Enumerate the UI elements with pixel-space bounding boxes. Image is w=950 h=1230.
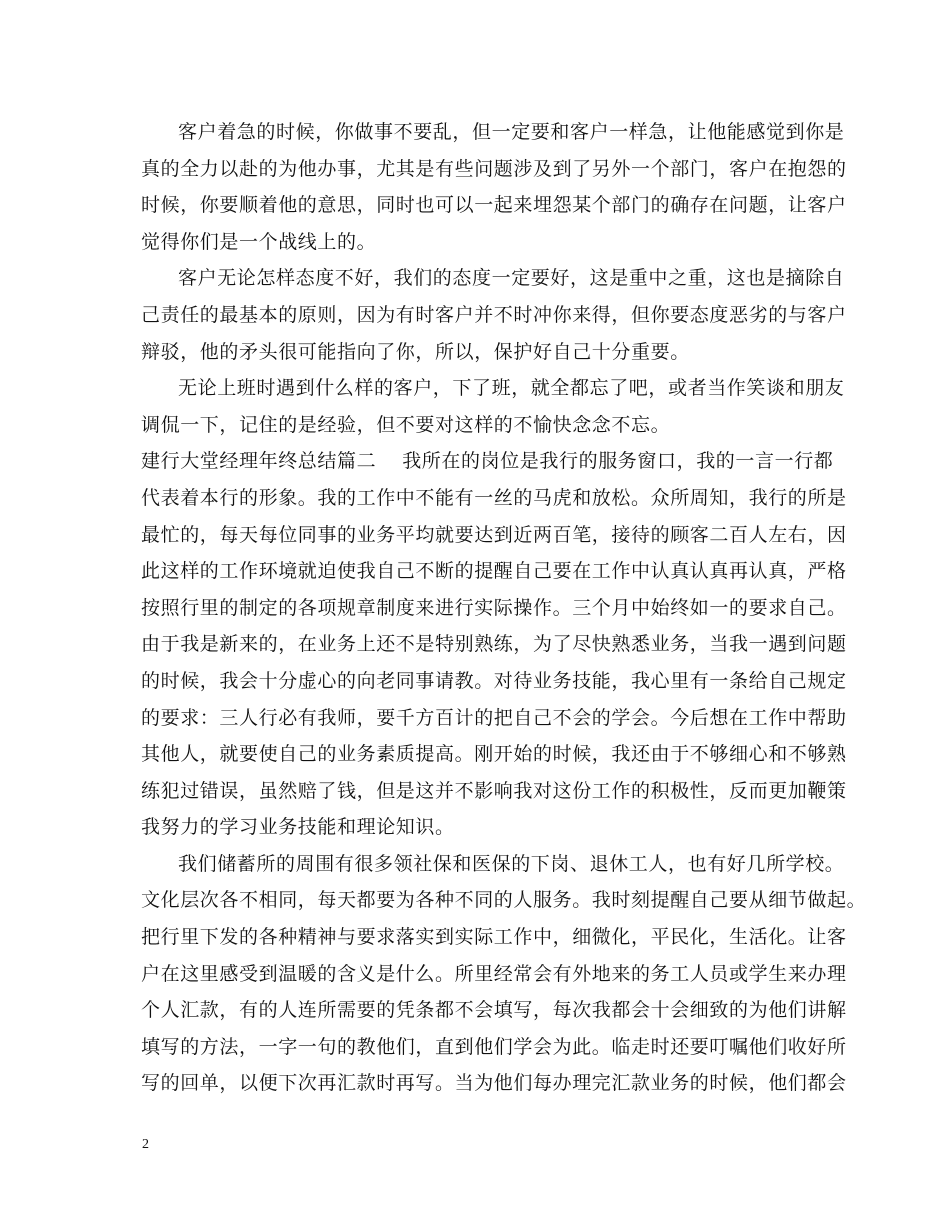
- paragraph-line: 户在这里感受到温暖的含义是什么。所里经常会有外地来的务工人员或学生来办理: [141, 962, 847, 985]
- paragraph-line: 文化层次各不相同，每天都要为各种不同的人服务。我时刻提醒自己要从细节做起。: [141, 889, 867, 912]
- paragraph-line: 的时候，我会十分虚心的向老同事请教。对待业务技能，我心里有一条给自己规定: [141, 669, 847, 692]
- paragraph-line: 把行里下发的各种精神与要求落实到实际工作中，细微化，平民化，生活化。让客: [141, 926, 847, 949]
- paragraph-line: 的要求：三人行必有我师，要千方百计的把自己不会的学会。今后想在工作中帮助: [141, 706, 847, 729]
- paragraph-line: 时候，你要顺着他的意思，同时也可以一起来埋怨某个部门的确存在问题，让客户: [141, 194, 847, 217]
- paragraph-line: 己责任的最基本的原则，因为有时客户并不时冲你来得，但你要态度恶劣的与客户: [141, 303, 847, 326]
- paragraph-line: 客户无论怎样态度不好，我们的态度一定要好，这是重中之重，这也是摘除自: [178, 267, 845, 290]
- paragraph-line: 客户着急的时候，你做事不要乱，但一定要和客户一样急，让他能感觉到你是: [178, 121, 845, 143]
- paragraph-line: 个人汇款，有的人连所需要的凭条都不会填写，每次我都会十会细致的为他们讲解: [141, 999, 847, 1022]
- section-heading: 建行大堂经理年终总结篇二: [141, 450, 377, 473]
- paragraph-line: 此这样的工作环境就迫使我自己不断的提醒自己要在工作中认真认真再认真，严格: [141, 560, 847, 583]
- paragraph-line: 辩驳，他的矛头很可能指向了你，所以，保护好自己十分重要。: [141, 340, 690, 363]
- paragraph-line: 最忙的，每天每位同事的业务平均就要达到近两百笔，接待的顾客二百人左右，因: [141, 523, 847, 546]
- paragraph-text: 我所在的岗位是我行的服务窗口，我的一言一行都: [402, 450, 834, 473]
- document-body: [141, 114, 867, 1102]
- paragraph-line: 无论上班时遇到什么样的客户，下了班，就全都忘了吧，或者当作笑谈和朋友: [178, 377, 845, 400]
- page-number: 2: [142, 1137, 149, 1152]
- paragraph-line: 填写的方法，一字一句的教他们，直到他们学会为此。临走时还要叮嘱他们收好所: [141, 1035, 847, 1058]
- paragraph-line: 由于我是新来的，在业务上还不是特别熟练，为了尽快熟悉业务，当我一遇到问题: [141, 633, 847, 656]
- paragraph-line: 练犯过错误，虽然赔了钱，但是这并不影响我对这份工作的积极性，反而更加鞭策: [141, 779, 847, 802]
- paragraph-line: 其他人，就要使自己的业务素质提高。刚开始的时候，我还由于不够细心和不够熟: [141, 743, 847, 766]
- paragraph-line: 我们储蓄所的周围有很多领社保和医保的下岗、退休工人，也有好几所学校。: [178, 852, 845, 875]
- paragraph-line: 按照行里的制定的各项规章制度来进行实际操作。三个月中始终如一的要求自己。: [141, 596, 847, 619]
- heading-line: [141, 443, 834, 480]
- paragraph-line: 写的回单，以便下次再汇款时再写。当为他们每办理完汇款业务的时候，他们都会: [141, 1072, 847, 1095]
- paragraph-line: 代表着本行的形象。我的工作中不能有一丝的马虎和放松。众所周知，我行的所是: [141, 486, 847, 509]
- paragraph-line: 觉得你们是一个战线上的。: [141, 230, 377, 253]
- paragraph-line: 我努力的学习业务技能和理论知识。: [141, 816, 455, 839]
- paragraph-line: 真的全力以赴的为他办事，尤其是有些问题涉及到了另外一个部门，客户在抱怨的: [141, 157, 847, 180]
- paragraph-line: 调侃一下，记住的是经验，但不要对这样的不愉快念念不忘。: [141, 413, 671, 436]
